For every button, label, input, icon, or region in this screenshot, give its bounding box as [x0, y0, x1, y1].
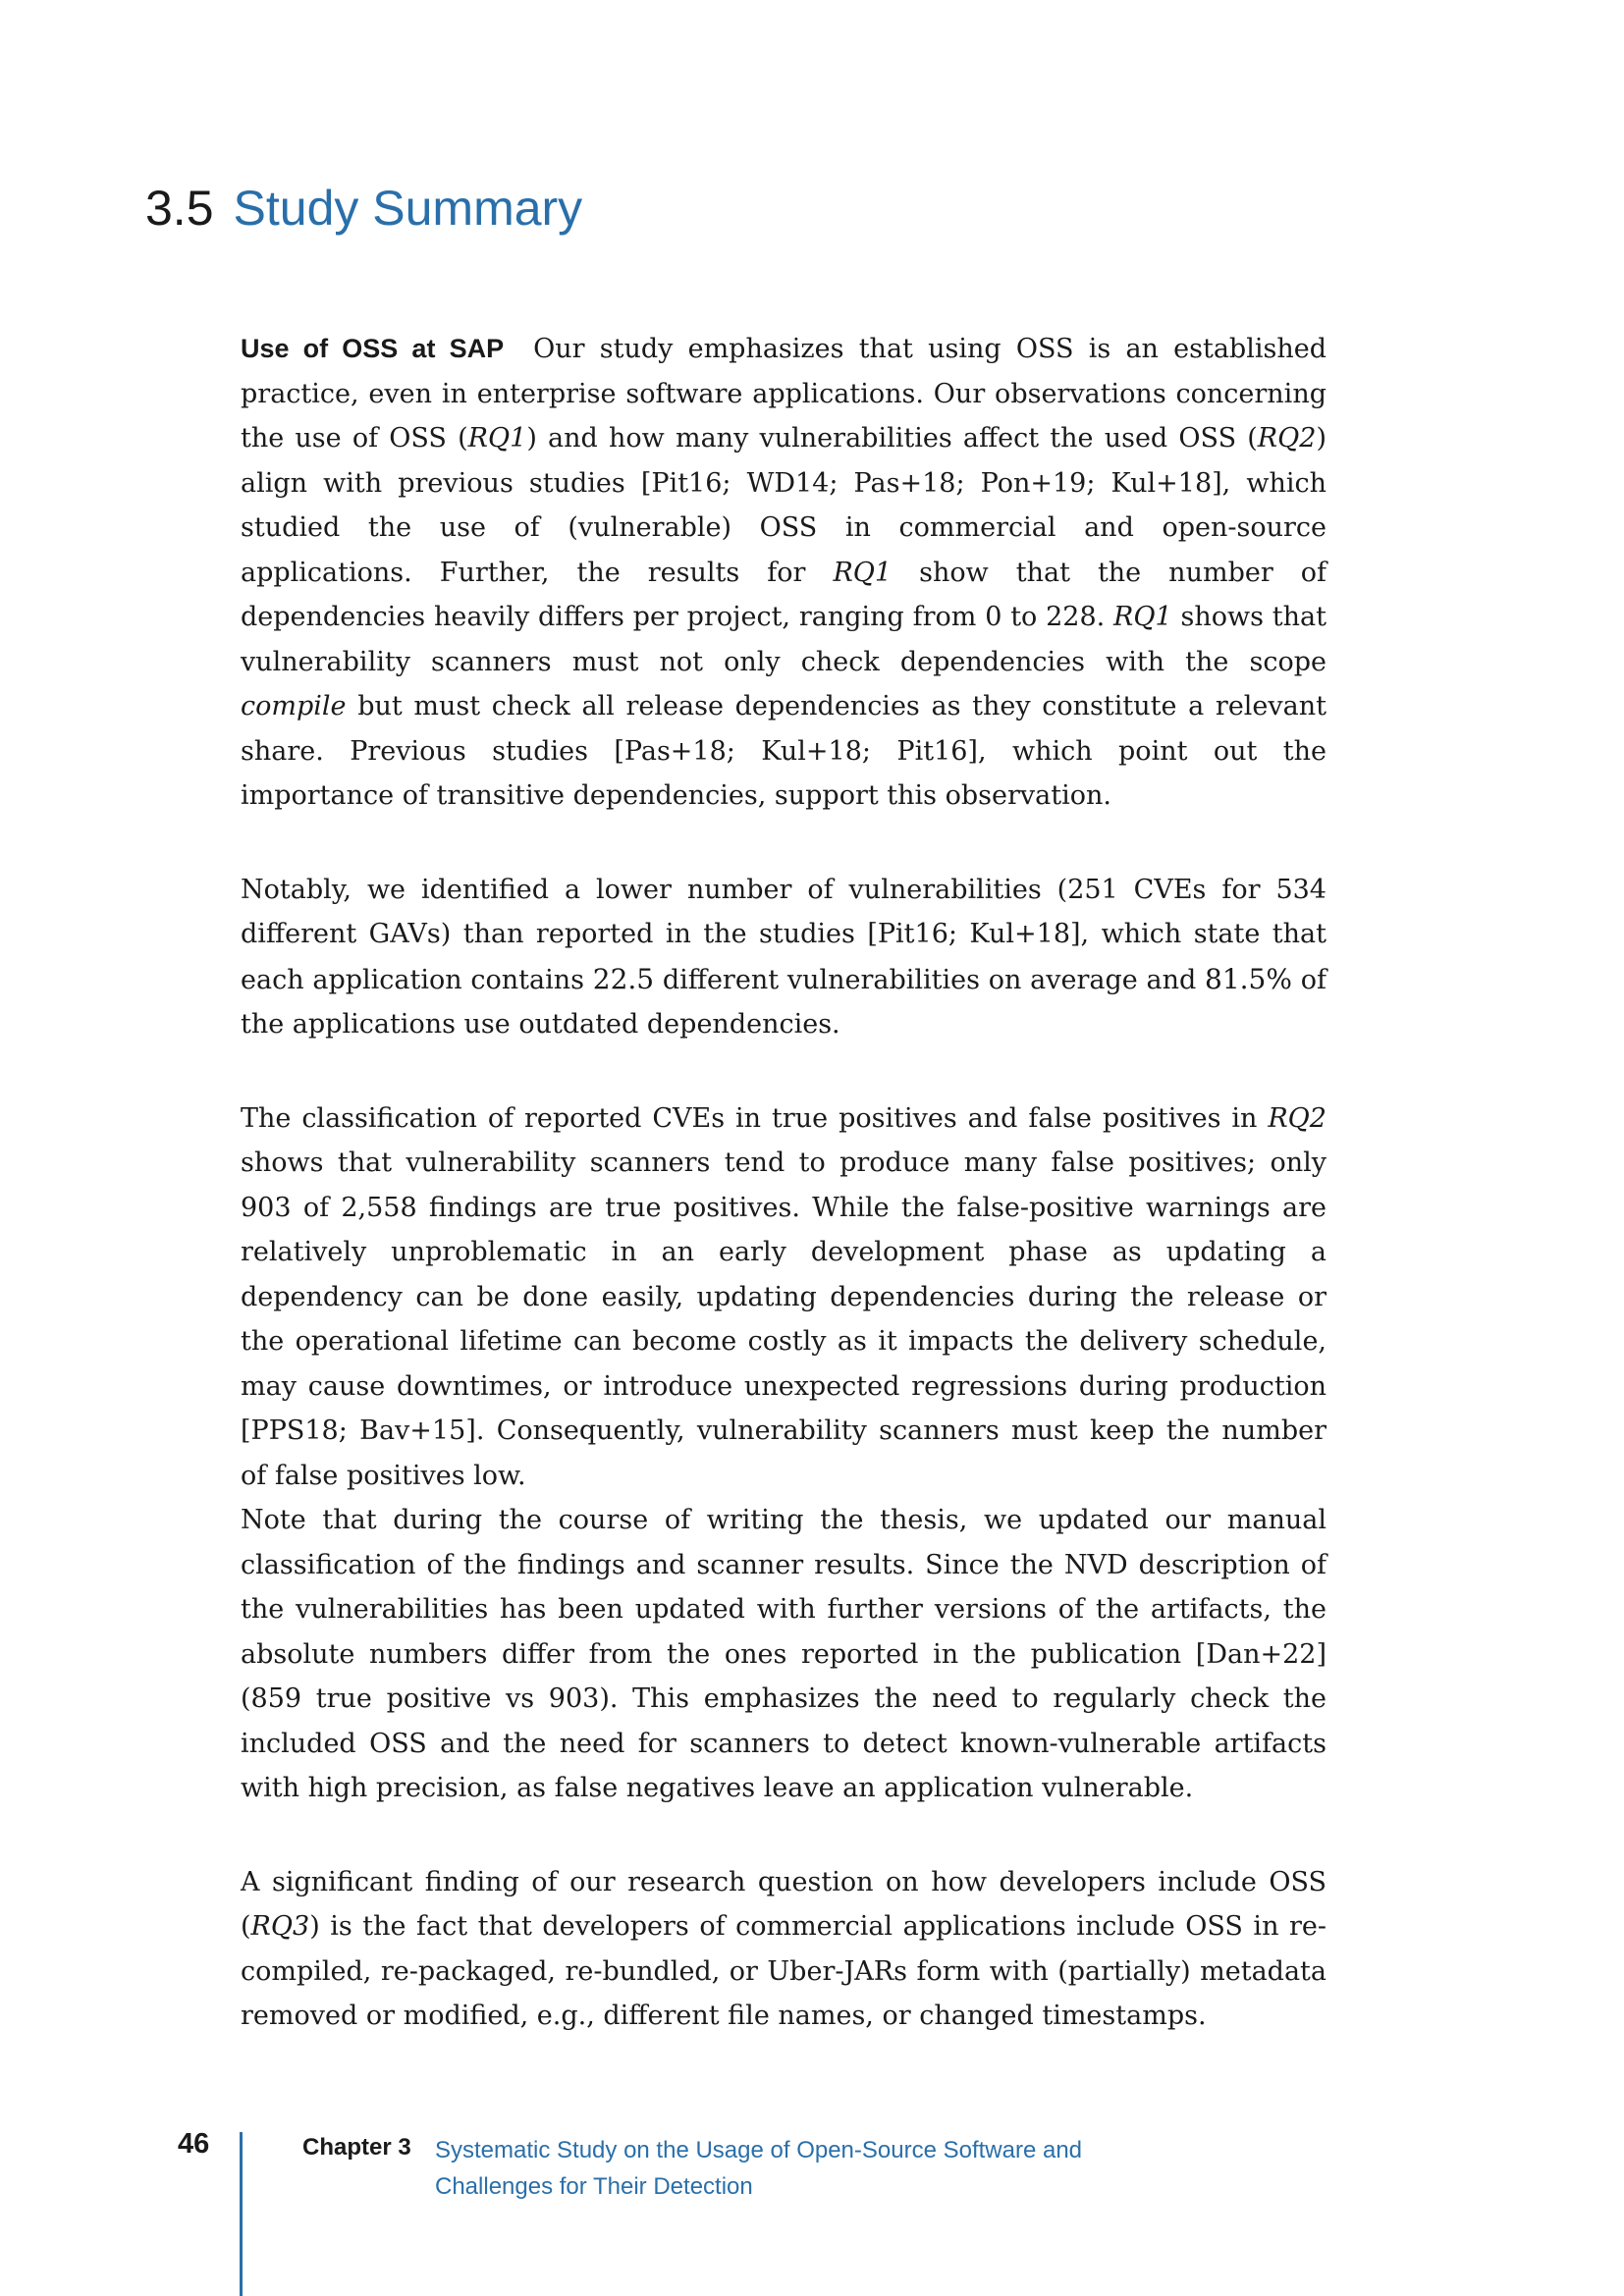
- page-number: 46: [178, 2128, 210, 2160]
- footer-divider: [240, 2132, 243, 2296]
- paragraph-text: ) and how many vulnerabilities affect the used OSS (: [526, 423, 1258, 454]
- rq-reference: RQ1: [1113, 602, 1172, 632]
- paragraph-text: Note that during the course of writing the thesis, we updated our manual classification of the findings and scanner results. Since the NVD description of the vulnerabilities has been updated with further versions of the artifacts, the absolute numbers differ from the ones reported in the publication [Dan+22] (859 true positive vs 903). This emphasizes the need to regularly check the included OSS and the need for scanners to detect known-vulnerable artifacts with high precision, as false negatives leave an application vulnerable.: [241, 1505, 1326, 1803]
- paragraph-text: different vulnerabilities on average and: [654, 964, 1206, 995]
- math-value: 22.5: [592, 962, 655, 995]
- chapter-title: [435, 2132, 1142, 2205]
- paragraph-rq3-finding: [241, 1860, 1326, 2039]
- paragraph-false-positives: [241, 1096, 1326, 1499]
- paragraph-text: but must check all release dependencies as they constitute a relevant share. Previous studies [Pas+18; Kul+18; Pit16], which point out the importance of transitive dependencies, support this observation.: [241, 691, 1326, 811]
- math-value: 81.5%: [1205, 962, 1292, 995]
- paragraph-vulnerability-count: [241, 868, 1326, 1047]
- chapter-title-line: Challenges for Their Detection: [435, 2173, 753, 2200]
- paragraph-text: shows that vulnerability scanners tend to produce many false positives; only 903 of 2,558 findings are true positives. While the false-positive warnings are relatively unproblematic in an early development phase as updating a dependency can be done easily, updating dependencies during the release or the operational lifetime can become costly as it impacts the delivery schedule, may cause downtimes, or introduce unexpected regressions during production [PPS18; Bav+15]. Consequently, vulnerability scanners must keep the number of false positives low.: [241, 1148, 1326, 1491]
- rq-reference: RQ3: [250, 1911, 310, 1942]
- paragraph-text: A significant finding of our research question on how developers include OSS (: [241, 1866, 1326, 1942]
- paragraph-text: ) align with previous studies [Pit16; WD14; Pas+18; Pon+19; Kul+18], which studied the use of (vulnerable) OSS in commercial and open-source applications. Further, the results for: [241, 423, 1326, 588]
- section-title: Study Summary: [233, 181, 583, 236]
- scope-term: compile: [241, 691, 347, 721]
- section-heading: [145, 179, 582, 238]
- paragraph-text: Notably, we identified a lower number of vulnerabilities (251 CVEs for 534 different GAVs) than reported in the studies [Pit16; Kul+18], which state that each application contains: [241, 874, 1326, 995]
- rq-reference: RQ1: [467, 423, 527, 454]
- body-text: [241, 327, 1326, 2039]
- run-in-heading: Use of OSS at SAP: [241, 334, 505, 363]
- paragraph-text: The classification of reported CVEs in true positives and false positives in: [241, 1102, 1269, 1134]
- rq-reference: RQ2: [1257, 423, 1317, 454]
- chapter-title-line: Systematic Study on the Usage of Open-Source Software and: [435, 2137, 1083, 2163]
- paragraph-text: shows that vulnerability scanners must not only check dependencies with the scope: [241, 602, 1326, 677]
- chapter-label: Chapter 3: [302, 2134, 411, 2161]
- paragraph-text: of the applications use outdated dependencies.: [241, 964, 1326, 1040]
- rq-reference: RQ1: [833, 557, 893, 588]
- paragraph-text: ) is the fact that developers of commercial applications include OSS in re-compiled, re-packaged, re-bundled, or Uber-JARs form with (partially) metadata removed or modified, e.g., different file names, or changed timestamps.: [241, 1911, 1326, 2031]
- paragraph-use-of-oss: [241, 327, 1326, 819]
- section-number: 3.5: [145, 181, 214, 236]
- paragraph-text: show that the number of dependencies heavily differs per project, ranging from 0 to 228.: [241, 557, 1327, 632]
- rq-reference: RQ2: [1268, 1102, 1326, 1134]
- paragraph-text: Our study emphasizes that using OSS is an established practice, even in enterprise software applications. Our observations concerning the use of OSS (: [241, 334, 1326, 454]
- paragraph-note: [241, 1498, 1326, 1811]
